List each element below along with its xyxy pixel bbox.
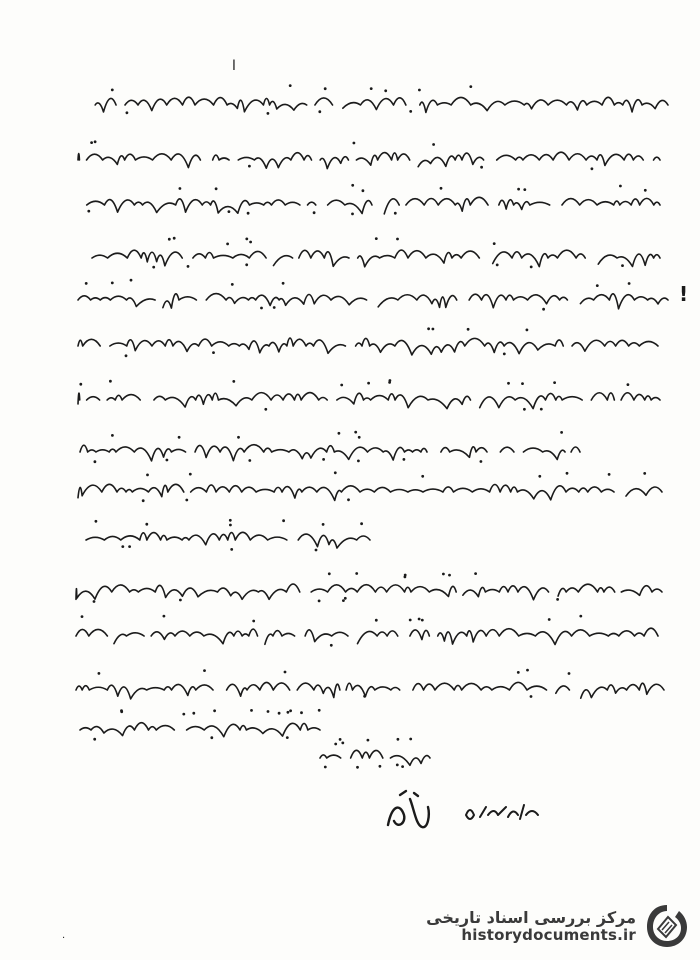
handwriting-dot — [324, 766, 327, 769]
handwriting-dot — [94, 140, 97, 143]
handwriting-dot — [344, 597, 347, 600]
handwriting-dot — [90, 141, 93, 144]
handwriting-dot — [493, 242, 496, 245]
handwriting-dot — [145, 523, 148, 526]
handwriting-dot — [318, 709, 321, 712]
handwriting-dot — [358, 436, 361, 439]
handwriting-dot — [315, 549, 318, 552]
handwriting-dot — [245, 238, 248, 241]
handwriting-dot — [93, 600, 96, 603]
handwriting-dot — [192, 712, 195, 715]
handwriting-dot — [111, 89, 114, 92]
handwriting-dot — [111, 434, 114, 437]
archive-logo — [420, 900, 690, 952]
handwriting-dot — [334, 471, 337, 474]
handwriting-dot — [213, 709, 216, 712]
handwriting-dot — [409, 110, 412, 113]
handwritten-line — [81, 97, 668, 112]
handwriting-dot — [179, 187, 182, 190]
handwriting-dot — [338, 432, 341, 435]
logo-name: مرکز بررسی اسناد تاریخی — [426, 907, 636, 927]
handwritten-line — [76, 584, 662, 600]
handwritten-line — [76, 628, 658, 644]
handwriting-dot — [284, 671, 287, 674]
handwriting-dot — [245, 263, 248, 266]
handwriting-dot — [480, 460, 483, 463]
handwriting-dot — [396, 764, 399, 767]
handwriting-dot — [330, 644, 333, 647]
handwriting-dot — [267, 112, 270, 115]
handwriting-dot — [596, 284, 599, 287]
handwriting-dot — [318, 110, 321, 113]
handwritten-line — [78, 338, 658, 355]
handwriting-dot — [121, 545, 124, 548]
handwriting-dot — [328, 572, 331, 575]
handwriting-dot — [627, 383, 630, 386]
handwriting-dot — [404, 574, 407, 577]
handwriting-dot — [427, 327, 430, 330]
handwriting-dot — [608, 473, 611, 476]
handwriting-dot — [260, 307, 263, 310]
handwriting-dot — [210, 736, 213, 739]
handwritten-line — [92, 250, 660, 267]
handwriting-dot — [548, 618, 551, 621]
handwriting-dot — [467, 328, 470, 331]
handwriting-dot — [173, 237, 176, 240]
handwriting-dot — [375, 619, 378, 622]
stray-dot: . — [62, 930, 66, 941]
handwriting-dot — [179, 599, 182, 602]
handwriting-dot — [370, 87, 373, 90]
handwriting-dot — [81, 615, 84, 618]
handwriting-dot — [187, 265, 190, 268]
handwriting-dot — [355, 572, 358, 575]
handwriting-dot — [469, 85, 472, 88]
handwriting-dot — [125, 354, 128, 357]
handwriting-dot — [389, 379, 392, 382]
handwriting-dot — [289, 709, 292, 712]
handwriting-dot — [367, 739, 370, 742]
handwriting-dot — [517, 188, 520, 191]
handwriting-dot — [621, 264, 624, 267]
handwriting-dot — [521, 382, 524, 385]
handwriting-dot — [367, 382, 370, 385]
book-emblem-icon — [644, 903, 690, 949]
handwriting-dot — [282, 282, 285, 285]
handwriting-dot — [523, 408, 526, 411]
handwriting-dot — [480, 166, 483, 169]
handwriting-dot — [189, 473, 192, 476]
handwriting-dot — [354, 431, 357, 434]
handwriting-dot — [95, 520, 98, 523]
handwriting-dot — [120, 709, 123, 712]
handwriting-dot — [226, 243, 229, 246]
handwriting-dot — [379, 765, 382, 768]
handwriting-dot — [523, 188, 526, 191]
handwriting-dot — [334, 743, 337, 746]
handwriting-dot — [286, 736, 289, 739]
handwriting-dot — [273, 306, 276, 309]
handwriting-dot — [229, 519, 232, 522]
handwriting-dot — [322, 458, 325, 461]
handwriting-dot — [232, 380, 235, 383]
handwriting-dot — [212, 351, 215, 354]
handwriting-dot — [421, 619, 424, 622]
handwriting-dot — [203, 669, 206, 672]
handwriting-dot — [185, 499, 188, 502]
handwriting-dot — [94, 460, 97, 463]
handwriting-dot — [540, 408, 543, 411]
handwriting-dot — [318, 600, 321, 603]
handwriting-dot — [409, 738, 412, 741]
margin-exclamation: ! — [679, 282, 689, 306]
handwriting-dot — [231, 283, 234, 286]
handwriting-dot — [579, 615, 582, 618]
handwriting-dot — [568, 672, 571, 675]
handwriting-dot — [182, 713, 185, 716]
handwriting-dot — [418, 618, 421, 621]
handwriting-dot — [87, 210, 90, 213]
handwriting-dot — [526, 669, 529, 672]
handwriting-dot — [530, 266, 533, 269]
handwritten-line — [72, 152, 660, 168]
handwriting-dot — [619, 185, 622, 188]
handwriting-dot — [111, 282, 114, 285]
handwritten-line — [78, 294, 668, 309]
handwriting-dot — [168, 238, 171, 241]
handwriting-dot — [347, 498, 350, 501]
handwriting-dot — [353, 142, 356, 145]
handwriting-dot — [432, 143, 435, 146]
handwriting-dot — [357, 460, 360, 463]
handwriting-dot — [278, 712, 281, 715]
handwriting-dot — [356, 766, 359, 769]
top-mark: ا — [232, 58, 236, 74]
handwriting-dot — [324, 87, 327, 90]
handwriting-dot — [229, 524, 232, 527]
handwriting-dot — [440, 187, 443, 190]
logo-url: historydocuments.ir — [461, 925, 636, 944]
handwriting-dot — [442, 573, 445, 576]
handwriting-dot — [560, 431, 563, 434]
handwriting-dot — [249, 241, 252, 244]
handwriting-dot — [409, 619, 412, 622]
handwriting-dot — [267, 710, 270, 713]
handwriting-dot — [252, 620, 255, 623]
handwriting-dot — [248, 459, 251, 462]
handwriting-dot — [163, 615, 166, 618]
handwriting-dot — [401, 765, 404, 768]
handwritten-line — [78, 393, 660, 409]
handwriting-dot — [322, 523, 325, 526]
handwriting-dot — [152, 266, 155, 269]
handwriting-dot — [396, 238, 399, 241]
handwriting-dot — [418, 89, 421, 92]
handwriting-dot — [448, 574, 451, 577]
handwritten-line — [75, 532, 370, 548]
handwritten-line — [80, 445, 580, 461]
handwriting-dot — [474, 572, 477, 575]
handwriting-dot — [363, 695, 366, 698]
handwriting-dot — [643, 472, 646, 475]
handwriting-dot — [228, 210, 231, 213]
handwriting-dot — [282, 519, 285, 522]
handwriting-dot — [538, 475, 541, 478]
handwriting-dot — [109, 380, 112, 383]
handwriting-dot — [79, 383, 82, 386]
handwriting-dot — [264, 408, 267, 411]
handwriting-dot — [360, 522, 363, 525]
handwriting-dot — [230, 548, 233, 551]
handwriting-dot — [146, 474, 149, 477]
handwriting-dot — [375, 237, 378, 240]
handwriting-dot — [98, 672, 101, 675]
handwriting-dot — [313, 211, 316, 214]
handwritten-line — [80, 723, 320, 737]
handwriting-dot — [341, 742, 344, 745]
handwriting-dot — [85, 282, 88, 285]
handwriting-dot — [503, 353, 506, 356]
handwriting-dot — [250, 709, 253, 712]
handwriting-dot — [496, 264, 499, 267]
handwriting-dot — [644, 189, 647, 192]
handwriting-dot — [517, 671, 520, 674]
handwriting-dot — [556, 598, 559, 601]
handwriting-dot — [530, 695, 533, 698]
handwritten-line — [320, 750, 430, 765]
handwriting-dot — [351, 184, 354, 187]
handwriting-dot — [397, 738, 400, 741]
handwriting-dot — [432, 328, 435, 331]
handwriting-dot — [628, 282, 631, 285]
handwriting-dot — [507, 382, 510, 385]
logo-text-block — [426, 909, 636, 943]
handwriting-dot — [384, 89, 387, 92]
handwriting-dot — [566, 472, 569, 475]
handwriting-dot — [166, 459, 169, 462]
handwritten-line — [78, 484, 662, 500]
handwriting-dot — [93, 738, 96, 741]
handwriting-dot — [403, 458, 406, 461]
handwriting-dot — [178, 436, 181, 439]
handwriting-dot — [247, 212, 250, 215]
handwriting-dot — [351, 213, 354, 216]
handwriting-dot — [342, 599, 345, 602]
handwriting-dot — [126, 111, 129, 114]
handwriting-dot — [142, 499, 145, 502]
handwriting-dot — [340, 384, 343, 387]
handwriting-dot — [553, 381, 556, 384]
handwriting-dot — [542, 308, 545, 311]
handwriting-dot — [130, 279, 133, 282]
handwritten-line — [75, 197, 660, 214]
handwriting-dot — [287, 711, 290, 714]
handwriting-dot — [248, 165, 251, 168]
signature-and-date — [370, 785, 570, 845]
handwriting-dot — [394, 212, 397, 215]
handwriting-dot — [421, 475, 424, 478]
handwriting-dot — [526, 329, 529, 332]
handwriting-dot — [237, 436, 240, 439]
handwriting-dot — [215, 187, 218, 190]
handwriting-dot — [339, 738, 342, 741]
handwriting-dot — [289, 84, 292, 87]
handwriting-dot — [300, 711, 303, 714]
handwriting-dot — [128, 545, 131, 548]
handwritten-line — [76, 682, 664, 699]
handwriting-dot — [591, 167, 594, 170]
handwriting-dot — [362, 189, 365, 192]
